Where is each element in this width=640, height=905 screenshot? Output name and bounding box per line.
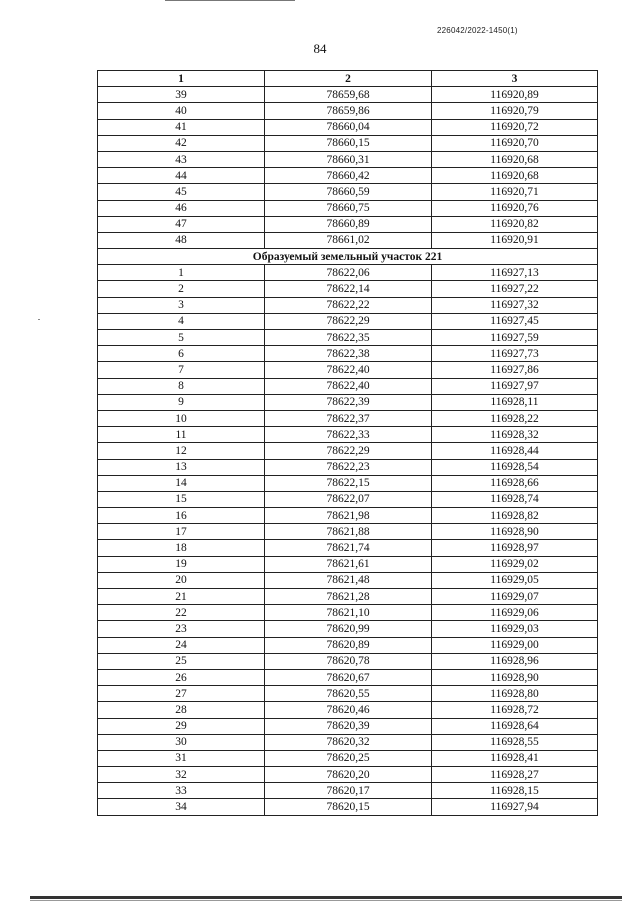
point-number-cell: 18 bbox=[98, 540, 265, 556]
table-row bbox=[98, 783, 598, 799]
y-coordinate-cell: 116920,68 bbox=[432, 168, 598, 184]
table-row bbox=[98, 410, 598, 426]
x-coordinate-cell: 78622,07 bbox=[265, 491, 432, 507]
y-coordinate-cell: 116920,76 bbox=[432, 200, 598, 216]
table-row bbox=[98, 572, 598, 588]
x-coordinate-cell: 78620,78 bbox=[265, 653, 432, 669]
x-coordinate-cell: 78620,20 bbox=[265, 767, 432, 783]
x-coordinate-cell: 78622,15 bbox=[265, 475, 432, 491]
point-number-cell: 30 bbox=[98, 734, 265, 750]
x-coordinate-cell: 78660,42 bbox=[265, 168, 432, 184]
table-row bbox=[98, 669, 598, 685]
y-coordinate-cell: 116928,96 bbox=[432, 653, 598, 669]
table-row bbox=[98, 605, 598, 621]
x-coordinate-cell: 78622,38 bbox=[265, 346, 432, 362]
y-coordinate-cell: 116928,55 bbox=[432, 734, 598, 750]
point-number-cell: 10 bbox=[98, 410, 265, 426]
x-coordinate-cell: 78621,48 bbox=[265, 572, 432, 588]
y-coordinate-cell: 116927,97 bbox=[432, 378, 598, 394]
x-coordinate-cell: 78620,39 bbox=[265, 718, 432, 734]
y-coordinate-cell: 116920,79 bbox=[432, 103, 598, 119]
table-row bbox=[98, 653, 598, 669]
point-number-cell: 15 bbox=[98, 491, 265, 507]
table-row bbox=[98, 346, 598, 362]
coordinates-table bbox=[97, 70, 598, 816]
table-row bbox=[98, 281, 598, 297]
y-coordinate-cell: 116928,74 bbox=[432, 491, 598, 507]
point-number-cell: 44 bbox=[98, 168, 265, 184]
y-coordinate-cell: 116927,45 bbox=[432, 313, 598, 329]
point-number-cell: 4 bbox=[98, 313, 265, 329]
bottom-edge-line-thin bbox=[30, 900, 622, 901]
point-number-cell: 19 bbox=[98, 556, 265, 572]
x-coordinate-cell: 78661,02 bbox=[265, 232, 432, 248]
x-coordinate-cell: 78622,06 bbox=[265, 265, 432, 281]
point-number-cell: 14 bbox=[98, 475, 265, 491]
x-coordinate-cell: 78620,46 bbox=[265, 702, 432, 718]
point-number-cell: 2 bbox=[98, 281, 265, 297]
x-coordinate-cell: 78621,88 bbox=[265, 524, 432, 540]
x-coordinate-cell: 78622,23 bbox=[265, 459, 432, 475]
point-number-cell: 48 bbox=[98, 232, 265, 248]
x-coordinate-cell: 78660,04 bbox=[265, 119, 432, 135]
point-number-cell: 26 bbox=[98, 669, 265, 685]
table-row bbox=[98, 427, 598, 443]
point-number-cell: 24 bbox=[98, 637, 265, 653]
point-number-cell: 33 bbox=[98, 783, 265, 799]
y-coordinate-cell: 116928,82 bbox=[432, 508, 598, 524]
y-coordinate-cell: 116928,41 bbox=[432, 750, 598, 766]
y-coordinate-cell: 116928,11 bbox=[432, 394, 598, 410]
table-row bbox=[98, 718, 598, 734]
y-coordinate-cell: 116928,80 bbox=[432, 686, 598, 702]
table-row bbox=[98, 378, 598, 394]
x-coordinate-cell: 78621,74 bbox=[265, 540, 432, 556]
section-title: Образуемый земельный участок 221 bbox=[98, 249, 598, 265]
table-row bbox=[98, 313, 598, 329]
point-number-cell: 42 bbox=[98, 135, 265, 151]
y-coordinate-cell: 116928,27 bbox=[432, 767, 598, 783]
y-coordinate-cell: 116927,22 bbox=[432, 281, 598, 297]
x-coordinate-cell: 78622,40 bbox=[265, 378, 432, 394]
point-number-cell: 11 bbox=[98, 427, 265, 443]
table-row bbox=[98, 799, 598, 815]
section-heading-group bbox=[98, 249, 598, 265]
y-coordinate-cell: 116929,07 bbox=[432, 589, 598, 605]
table-row bbox=[98, 151, 598, 167]
x-coordinate-cell: 78620,55 bbox=[265, 686, 432, 702]
y-coordinate-cell: 116920,82 bbox=[432, 216, 598, 232]
rows-plot-221 bbox=[98, 265, 598, 815]
table-row bbox=[98, 540, 598, 556]
y-coordinate-cell: 116928,15 bbox=[432, 783, 598, 799]
point-number-cell: 39 bbox=[98, 87, 265, 103]
y-coordinate-cell: 116929,05 bbox=[432, 572, 598, 588]
point-number-cell: 5 bbox=[98, 330, 265, 346]
table-row bbox=[98, 216, 598, 232]
y-coordinate-cell: 116928,66 bbox=[432, 475, 598, 491]
table-row bbox=[98, 297, 598, 313]
x-coordinate-cell: 78660,15 bbox=[265, 135, 432, 151]
point-number-cell: 22 bbox=[98, 605, 265, 621]
table-row bbox=[98, 200, 598, 216]
x-coordinate-cell: 78622,40 bbox=[265, 362, 432, 378]
margin-mark bbox=[38, 319, 40, 320]
x-coordinate-cell: 78622,37 bbox=[265, 410, 432, 426]
table-row bbox=[98, 119, 598, 135]
table-row bbox=[98, 362, 598, 378]
table-row bbox=[98, 475, 598, 491]
x-coordinate-cell: 78621,98 bbox=[265, 508, 432, 524]
x-coordinate-cell: 78621,10 bbox=[265, 605, 432, 621]
table-row bbox=[98, 232, 598, 248]
y-coordinate-cell: 116927,73 bbox=[432, 346, 598, 362]
point-number-cell: 13 bbox=[98, 459, 265, 475]
x-coordinate-cell: 78622,29 bbox=[265, 313, 432, 329]
point-number-cell: 29 bbox=[98, 718, 265, 734]
x-coordinate-cell: 78620,32 bbox=[265, 734, 432, 750]
y-coordinate-cell: 116928,90 bbox=[432, 524, 598, 540]
x-coordinate-cell: 78620,25 bbox=[265, 750, 432, 766]
y-coordinate-cell: 116928,44 bbox=[432, 443, 598, 459]
point-number-cell: 27 bbox=[98, 686, 265, 702]
table-row bbox=[98, 556, 598, 572]
x-coordinate-cell: 78622,14 bbox=[265, 281, 432, 297]
y-coordinate-cell: 116927,13 bbox=[432, 265, 598, 281]
table-row bbox=[98, 135, 598, 151]
point-number-cell: 8 bbox=[98, 378, 265, 394]
table-row bbox=[98, 734, 598, 750]
table-row bbox=[98, 459, 598, 475]
table-row bbox=[98, 394, 598, 410]
x-coordinate-cell: 78620,89 bbox=[265, 637, 432, 653]
table-row bbox=[98, 524, 598, 540]
x-coordinate-cell: 78660,59 bbox=[265, 184, 432, 200]
point-number-cell: 7 bbox=[98, 362, 265, 378]
x-coordinate-cell: 78660,31 bbox=[265, 151, 432, 167]
point-number-cell: 46 bbox=[98, 200, 265, 216]
table-row bbox=[98, 589, 598, 605]
y-coordinate-cell: 116920,71 bbox=[432, 184, 598, 200]
column-header: 2 bbox=[265, 71, 432, 87]
y-coordinate-cell: 116928,54 bbox=[432, 459, 598, 475]
table-row bbox=[98, 184, 598, 200]
y-coordinate-cell: 116929,02 bbox=[432, 556, 598, 572]
table-row bbox=[98, 702, 598, 718]
x-coordinate-cell: 78622,29 bbox=[265, 443, 432, 459]
table-row bbox=[98, 168, 598, 184]
table-header-row bbox=[98, 71, 598, 87]
y-coordinate-cell: 116928,22 bbox=[432, 410, 598, 426]
y-coordinate-cell: 116927,32 bbox=[432, 297, 598, 313]
point-number-cell: 25 bbox=[98, 653, 265, 669]
point-number-cell: 23 bbox=[98, 621, 265, 637]
point-number-cell: 6 bbox=[98, 346, 265, 362]
point-number-cell: 3 bbox=[98, 297, 265, 313]
point-number-cell: 40 bbox=[98, 103, 265, 119]
y-coordinate-cell: 116927,86 bbox=[432, 362, 598, 378]
column-header: 3 bbox=[432, 71, 598, 87]
y-coordinate-cell: 116920,91 bbox=[432, 232, 598, 248]
table-row bbox=[98, 265, 598, 281]
bottom-edge-line bbox=[30, 896, 622, 899]
point-number-cell: 32 bbox=[98, 767, 265, 783]
table-row bbox=[98, 491, 598, 507]
y-coordinate-cell: 116920,72 bbox=[432, 119, 598, 135]
x-coordinate-cell: 78660,75 bbox=[265, 200, 432, 216]
x-coordinate-cell: 78659,68 bbox=[265, 87, 432, 103]
x-coordinate-cell: 78620,67 bbox=[265, 669, 432, 685]
x-coordinate-cell: 78622,22 bbox=[265, 297, 432, 313]
x-coordinate-cell: 78622,35 bbox=[265, 330, 432, 346]
y-coordinate-cell: 116927,94 bbox=[432, 799, 598, 815]
y-coordinate-cell: 116928,64 bbox=[432, 718, 598, 734]
x-coordinate-cell: 78659,86 bbox=[265, 103, 432, 119]
point-number-cell: 12 bbox=[98, 443, 265, 459]
point-number-cell: 16 bbox=[98, 508, 265, 524]
table-row bbox=[98, 87, 598, 103]
point-number-cell: 9 bbox=[98, 394, 265, 410]
x-coordinate-cell: 78620,17 bbox=[265, 783, 432, 799]
table-row bbox=[98, 686, 598, 702]
table-row bbox=[98, 621, 598, 637]
point-number-cell: 17 bbox=[98, 524, 265, 540]
point-number-cell: 34 bbox=[98, 799, 265, 815]
y-coordinate-cell: 116928,90 bbox=[432, 669, 598, 685]
y-coordinate-cell: 116927,59 bbox=[432, 330, 598, 346]
point-number-cell: 28 bbox=[98, 702, 265, 718]
point-number-cell: 31 bbox=[98, 750, 265, 766]
y-coordinate-cell: 116920,70 bbox=[432, 135, 598, 151]
column-header: 1 bbox=[98, 71, 265, 87]
y-coordinate-cell: 116929,00 bbox=[432, 637, 598, 653]
point-number-cell: 1 bbox=[98, 265, 265, 281]
table-row bbox=[98, 443, 598, 459]
point-number-cell: 43 bbox=[98, 151, 265, 167]
x-coordinate-cell: 78620,15 bbox=[265, 799, 432, 815]
point-number-cell: 20 bbox=[98, 572, 265, 588]
table-row bbox=[98, 508, 598, 524]
section-row bbox=[98, 249, 598, 265]
y-coordinate-cell: 116920,68 bbox=[432, 151, 598, 167]
x-coordinate-cell: 78621,28 bbox=[265, 589, 432, 605]
table-row bbox=[98, 103, 598, 119]
point-number-cell: 21 bbox=[98, 589, 265, 605]
table-row bbox=[98, 637, 598, 653]
table-row bbox=[98, 767, 598, 783]
x-coordinate-cell: 78622,33 bbox=[265, 427, 432, 443]
x-coordinate-cell: 78620,99 bbox=[265, 621, 432, 637]
y-coordinate-cell: 116928,32 bbox=[432, 427, 598, 443]
rows-previous-plot bbox=[98, 87, 598, 249]
table-row bbox=[98, 330, 598, 346]
point-number-cell: 45 bbox=[98, 184, 265, 200]
y-coordinate-cell: 116929,03 bbox=[432, 621, 598, 637]
point-number-cell: 47 bbox=[98, 216, 265, 232]
y-coordinate-cell: 116928,72 bbox=[432, 702, 598, 718]
table-row bbox=[98, 750, 598, 766]
x-coordinate-cell: 78660,89 bbox=[265, 216, 432, 232]
x-coordinate-cell: 78622,39 bbox=[265, 394, 432, 410]
y-coordinate-cell: 116920,89 bbox=[432, 87, 598, 103]
top-edge-line bbox=[165, 0, 295, 1]
point-number-cell: 41 bbox=[98, 119, 265, 135]
x-coordinate-cell: 78621,61 bbox=[265, 556, 432, 572]
y-coordinate-cell: 116928,97 bbox=[432, 540, 598, 556]
page-number: 84 bbox=[313, 41, 327, 56]
y-coordinate-cell: 116929,06 bbox=[432, 605, 598, 621]
document-id: 226042/2022-1450(1) bbox=[437, 26, 518, 35]
